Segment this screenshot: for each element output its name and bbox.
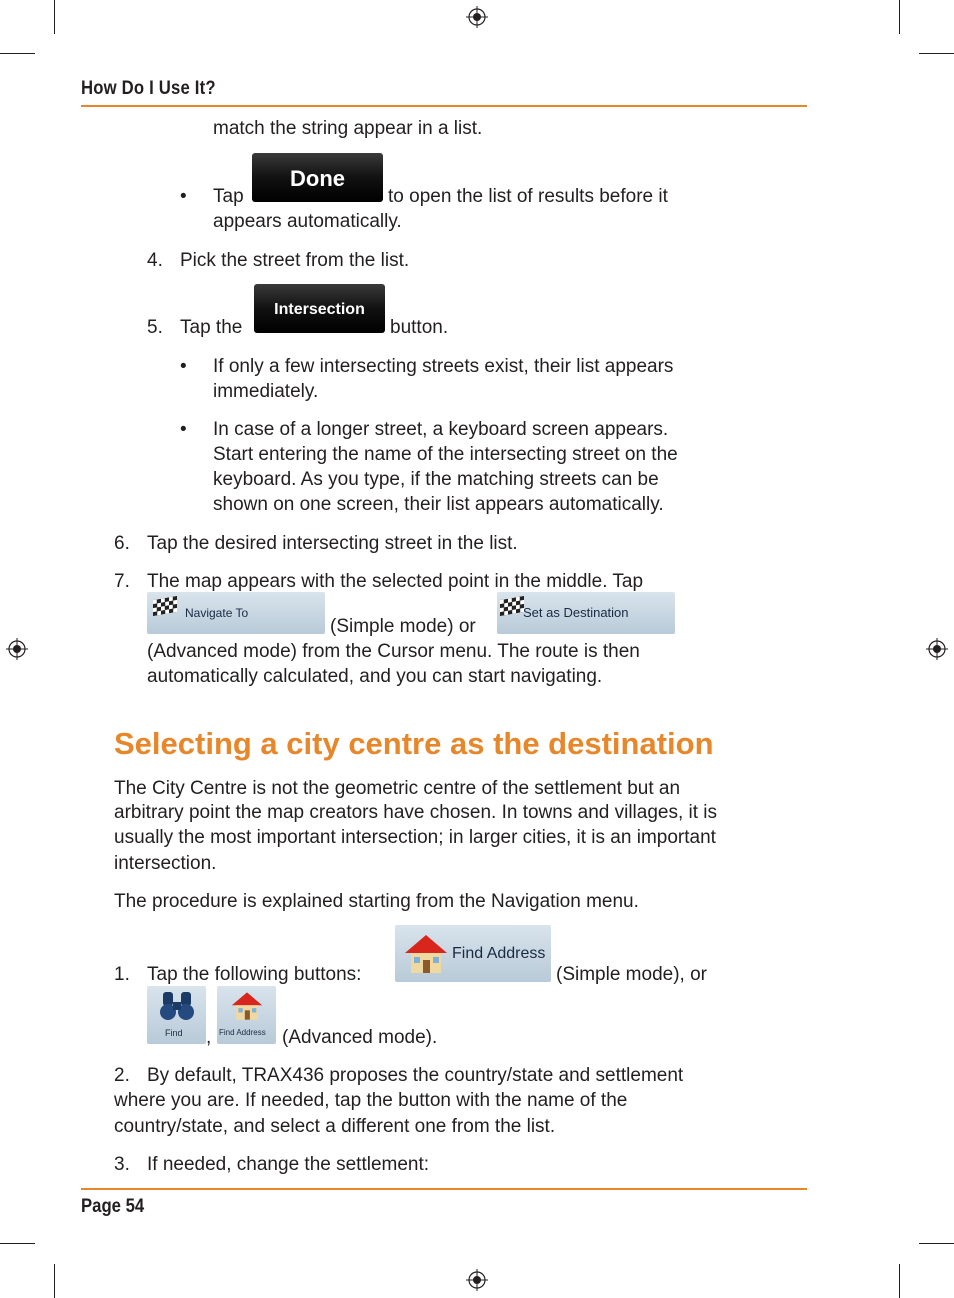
text-line: Start entering the name of the intersecting street on the [213, 444, 678, 465]
step-number: 6. [114, 533, 130, 554]
text-line: The map appears with the selected point in the middle. Tap [147, 571, 644, 592]
text-line: shown on one screen, their list appears automatically. [213, 494, 664, 515]
find-address-label: Find Address [452, 945, 546, 962]
registration-mark-icon [6, 638, 28, 660]
header-rule [81, 105, 807, 107]
section-heading: Selecting a city centre as the destination [114, 726, 714, 761]
bullet: • [180, 356, 187, 377]
checkered-flag-icon [153, 596, 177, 616]
binoculars-icon [159, 990, 195, 1024]
step-number: 2. [114, 1065, 130, 1086]
crop-mark [0, 53, 35, 54]
crop-mark [0, 1243, 35, 1244]
page-header-title: How Do I Use It? [81, 78, 216, 99]
text-line: keyboard. As you type, if the matching streets can be [213, 469, 659, 490]
text-line: If only a few intersecting streets exist, their list appears [213, 356, 674, 377]
step-number: 4. [147, 250, 163, 271]
text-line: where you are. If needed, tap the button with the name of the [114, 1090, 628, 1111]
step-number: 7. [114, 571, 130, 592]
text-line: country/state, and select a different one from the list. [114, 1116, 556, 1137]
text-line: Tap the following buttons: [147, 964, 362, 985]
text-line: If needed, change the settlement: [147, 1154, 430, 1175]
crop-mark [54, 1264, 55, 1298]
step-number: 5. [147, 317, 163, 338]
set-as-destination-label: Set as Destination [523, 605, 629, 620]
step-number: 1. [114, 964, 130, 985]
text-line: immediately. [213, 381, 319, 402]
text-line: In case of a longer street, a keyboard screen appears. [213, 419, 669, 440]
navigate-to-button[interactable] [147, 592, 325, 634]
text-line: to open the list of results before it [388, 186, 668, 207]
text-line: (Simple mode) or [330, 616, 476, 637]
paragraph-line: The City Centre is not the geometric centre of the settlement but an [114, 778, 681, 799]
bullet: • [180, 419, 187, 440]
find-address-small-label: Find Address [219, 1028, 266, 1037]
crop-mark [54, 0, 55, 34]
text-line: match the string appear in a list. [213, 118, 483, 139]
done-button[interactable] [252, 153, 383, 202]
intersection-button-label: Intersection [274, 301, 365, 318]
registration-mark-icon [466, 1269, 488, 1291]
page-number: Page 54 [81, 1196, 145, 1217]
text-line: Tap the [180, 317, 243, 338]
registration-mark-icon [466, 6, 488, 28]
text-line: (Simple mode), or [556, 964, 707, 985]
set-as-destination-button[interactable] [497, 592, 675, 634]
text-line: , [206, 1027, 212, 1048]
text-line: Tap the desired intersecting street in the list. [147, 533, 518, 554]
house-icon [229, 988, 265, 1024]
find-button[interactable] [147, 986, 206, 1044]
crop-mark [899, 1264, 900, 1298]
paragraph-line: usually the most important intersection; in larger cities, it is an important [114, 827, 716, 848]
registration-mark-icon [926, 638, 948, 660]
find-address-button[interactable] [395, 925, 551, 982]
footer-rule [81, 1188, 807, 1190]
text-line: Pick the street from the list. [180, 250, 410, 271]
text-line: button. [390, 317, 449, 338]
text-line: (Advanced mode) from the Cursor menu. The route is then [147, 641, 640, 662]
house-icon [401, 929, 451, 979]
find-address-small-button[interactable] [217, 986, 276, 1044]
navigate-to-label: Navigate To [185, 606, 249, 620]
crop-mark [919, 1243, 954, 1244]
paragraph-line: arbitrary point the map creators have chosen. In towns and villages, it is [114, 802, 718, 823]
text-line: By default, TRAX436 proposes the country/state and settlement [147, 1065, 684, 1086]
text-line: appears automatically. [213, 211, 402, 232]
intersection-button[interactable] [254, 284, 385, 333]
find-label: Find [165, 1028, 183, 1038]
crop-mark [899, 0, 900, 34]
paragraph-line: intersection. [114, 853, 217, 874]
text-line: (Advanced mode). [282, 1027, 438, 1048]
checkered-flag-icon [500, 596, 524, 616]
text-line: automatically calculated, and you can start navigating. [147, 666, 603, 687]
paragraph-line: The procedure is explained starting from the Navigation menu. [114, 891, 639, 912]
bullet: • [180, 186, 187, 207]
step-number: 3. [114, 1154, 130, 1175]
text-line: Tap [213, 186, 244, 207]
done-button-label: Done [290, 166, 345, 191]
crop-mark [919, 53, 954, 54]
